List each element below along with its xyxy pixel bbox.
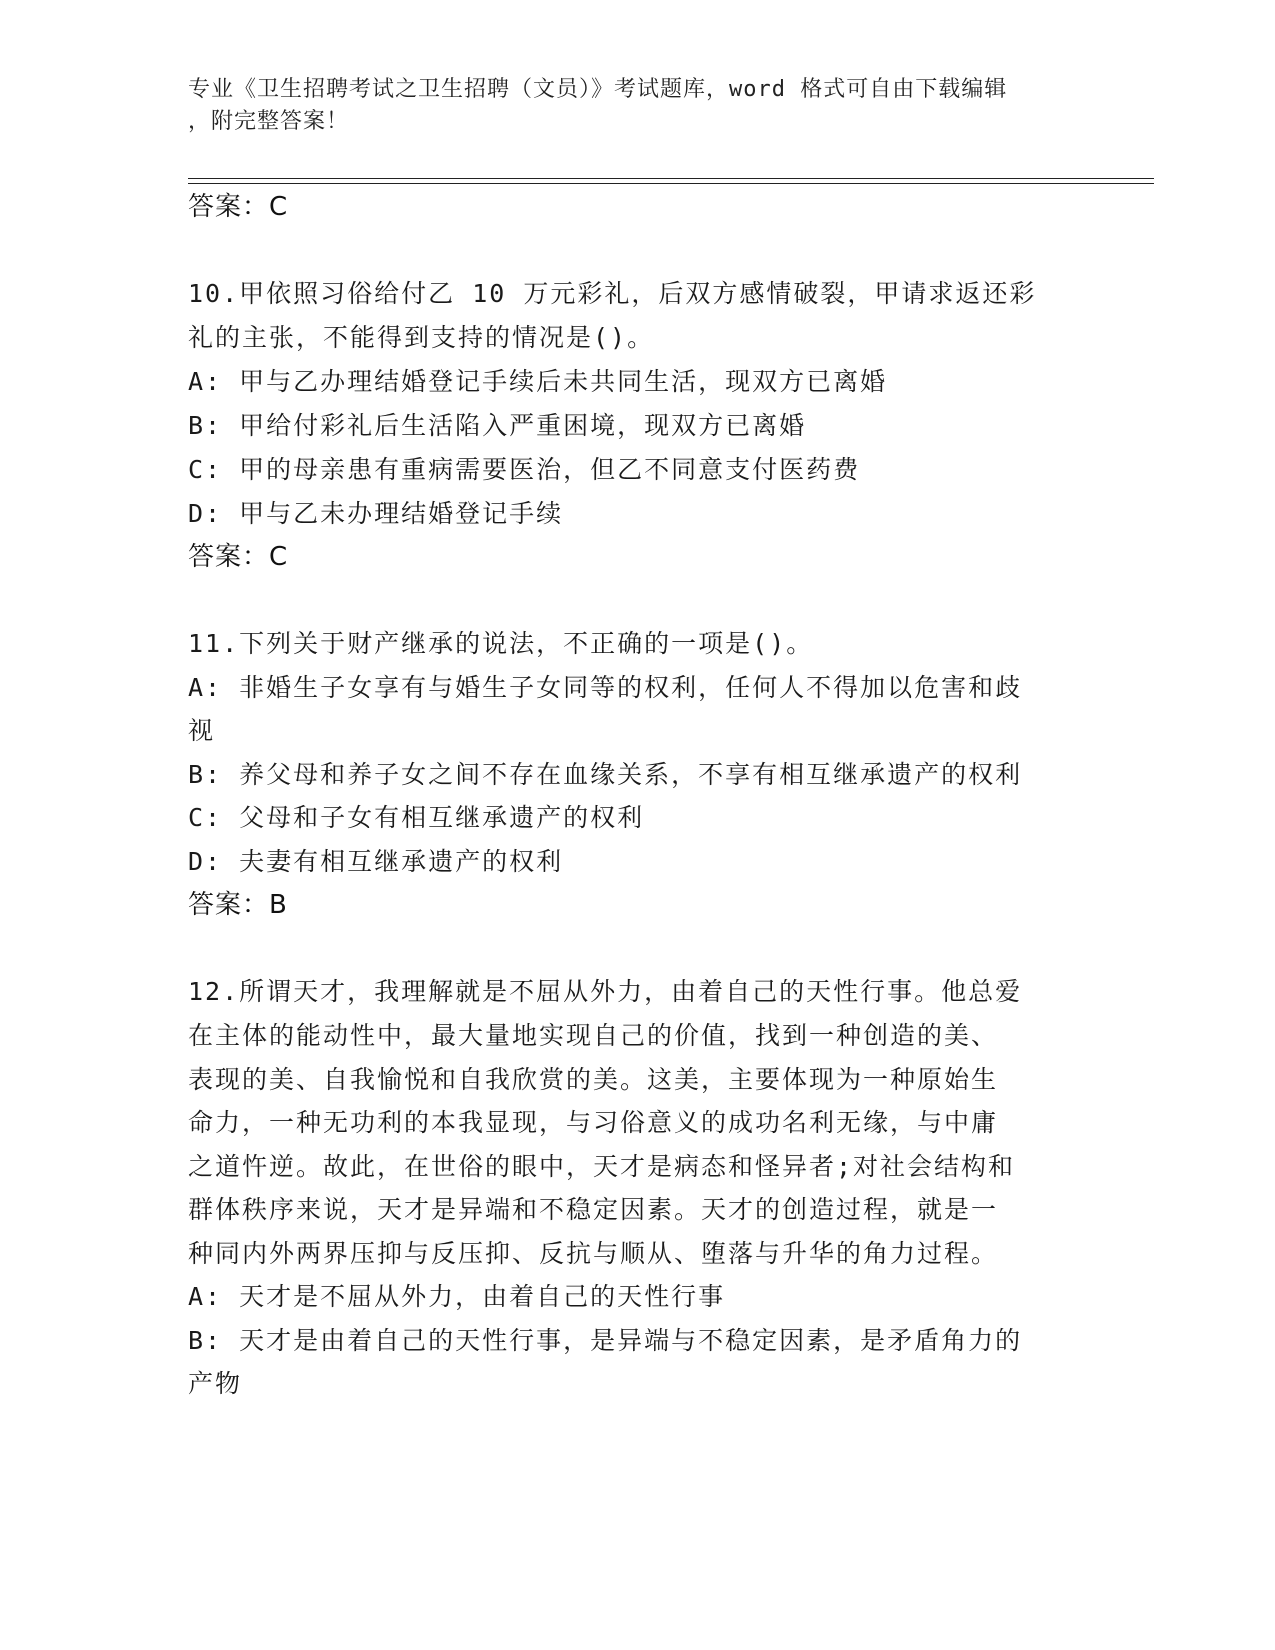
q10-option-c: C: 甲的母亲患有重病需要医治，但乙不同意支付医药费 bbox=[188, 455, 861, 484]
header-rule-bottom bbox=[188, 183, 1154, 184]
q12-stem-line-2: 在主体的能动性中，最大量地实现自己的价值，找到一种创造的美、 bbox=[188, 1021, 999, 1050]
q12-stem-line-7: 种同内外两界压抑与反压抑、反抗与顺从、堕落与升华的角力过程。 bbox=[188, 1239, 999, 1268]
document-header bbox=[188, 74, 1068, 138]
header-line-1: 专业《卫生招聘考试之卫生招聘（文员）》考试题库，word 格式可自由下载编辑 bbox=[188, 77, 1008, 102]
q10-option-b: B: 甲给付彩礼后生活陷入严重困境，现双方已离婚 bbox=[188, 411, 807, 440]
q11-answer: 答案：B bbox=[188, 890, 288, 920]
q10-option-d: D: 甲与乙未办理结婚登记手续 bbox=[188, 499, 564, 528]
q10-stem-line-2: 礼的主张，不能得到支持的情况是()。 bbox=[188, 323, 655, 352]
q12-stem-line-3: 表现的美、自我愉悦和自我欣赏的美。这美，主要体现为一种原始生 bbox=[188, 1065, 999, 1094]
q12-option-b-line-2: 产物 bbox=[188, 1369, 243, 1398]
q12-option-b-line-1: B: 天才是由着自己的天性行事，是异端与不稳定因素，是矛盾角力的 bbox=[188, 1326, 1023, 1355]
q10-answer: 答案：C bbox=[188, 542, 289, 572]
q10-option-a: A: 甲与乙办理结婚登记手续后未共同生活，现双方已离婚 bbox=[188, 367, 888, 396]
q11-option-b: B: 养父母和养子女之间不存在血缘关系，不享有相互继承遗产的权利 bbox=[188, 760, 1023, 789]
header-rule-top bbox=[188, 178, 1154, 179]
q12-stem-line-5: 之道忤逆。故此，在世俗的眼中，天才是病态和怪异者;对社会结构和 bbox=[188, 1152, 1016, 1181]
q12-stem-line-6: 群体秩序来说，天才是异端和不稳定因素。天才的创造过程，就是一 bbox=[188, 1195, 999, 1224]
header-line-2: ，附完整答案！ bbox=[188, 109, 350, 134]
q11-option-c: C: 父母和子女有相互继承遗产的权利 bbox=[188, 803, 645, 832]
q11-option-d: D: 夫妻有相互继承遗产的权利 bbox=[188, 847, 564, 876]
q10-stem-line-1: 10.甲依照习俗给付乙 10 万元彩礼，后双方感情破裂，甲请求返还彩 bbox=[188, 279, 1037, 308]
prev-answer: 答案：C bbox=[188, 192, 289, 222]
q11-option-a-line-1: A: 非婚生子女享有与婚生子女同等的权利，任何人不得加以危害和歧 bbox=[188, 673, 1023, 702]
q12-stem-line-1: 12.所谓天才，我理解就是不屈从外力，由着自己的天性行事。他总爱 bbox=[188, 977, 1023, 1006]
q12-stem-line-4: 命力，一种无功利的本我显现，与习俗意义的成功名利无缘，与中庸 bbox=[188, 1108, 999, 1137]
q11-option-a-line-2: 视 bbox=[188, 716, 216, 745]
q12-option-a: A: 天才是不屈从外力，由着自己的天性行事 bbox=[188, 1282, 726, 1311]
q11-stem: 11.下列关于财产继承的说法，不正确的一项是()。 bbox=[188, 629, 814, 658]
